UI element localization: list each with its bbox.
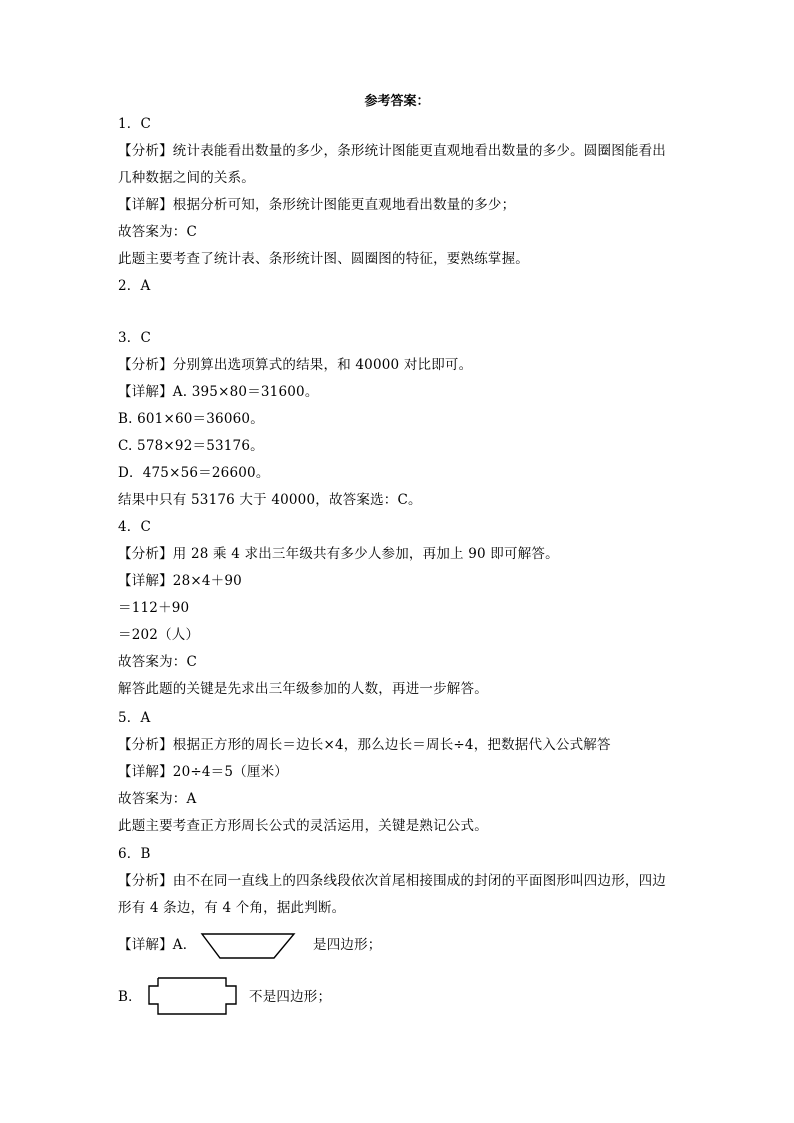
answer-2-number: 2．A (118, 278, 151, 294)
page-title: 参考答案： (364, 94, 430, 109)
answer-3-conclusion: 结果中只有 53176 大于 40000，故答案选：C。 (118, 492, 422, 508)
answer-6-option-a-prefix: 【详解】A． (118, 937, 197, 953)
answer-6-option-b-suffix: 不是四边形； (249, 989, 332, 1005)
answer-5-conclusion: 故答案为：A (118, 791, 197, 807)
answer-6-option-b-prefix: B． (118, 989, 142, 1005)
answer-5-detail: 【详解】20÷4＝5（厘米） (118, 764, 288, 780)
answer-3-analysis: 【分析】分别算出选项算式的结果，和 40000 对比即可。 (118, 357, 473, 373)
answer-4-note: 解答此题的关键是先求出三年级参加的人数，再进一步解答。 (118, 681, 488, 697)
answer-4-step-2: ＝202（人） (118, 627, 200, 643)
answer-1-number: 1．C (118, 116, 152, 132)
trapezoid-figure (200, 932, 296, 960)
answer-5-number: 5．A (118, 710, 151, 726)
answer-1-detail: 【详解】根据分析可知，条形统计图能更直观地看出数量的多少； (118, 197, 516, 213)
answer-6-option-a-suffix: 是四边形； (313, 937, 382, 953)
answer-4-conclusion: 故答案为：C (118, 654, 198, 670)
answer-3-detail-b: B. 601×60＝36060。 (118, 411, 264, 427)
answer-4-step-1: ＝112＋90 (118, 600, 190, 616)
answer-3-detail-c: C. 578×92＝53176。 (118, 438, 264, 454)
answer-6-analysis: 【分析】由不在同一直线上的四条线段依次首尾相接围成的封闭的平面图形叫四边形，四边 (118, 873, 666, 889)
answer-4-analysis: 【分析】用 28 乘 4 求出三年级共有多少人参加，再加上 90 即可解答。 (118, 546, 559, 562)
answer-1-analysis-cont: 几种数据之间的关系。 (118, 170, 255, 186)
answer-4-number: 4．C (118, 519, 152, 535)
answer-1-note: 此题主要考查了统计表、条形统计图、圆圈图的特征，要熟练掌握。 (118, 251, 529, 267)
answer-5-analysis: 【分析】根据正方形的周长＝边长×4，那么边长＝周长÷4，把数据代入公式解答 (118, 737, 611, 753)
answer-6-number: 6．B (118, 846, 151, 862)
notched-rectangle-figure (146, 976, 240, 1016)
answer-3-detail-a: 【详解】A. 395×80＝31600。 (118, 384, 319, 400)
answer-6-analysis-cont: 形有 4 条边，有 4 个角，据此判断。 (118, 900, 346, 916)
answer-5-note: 此题主要考查正方形周长公式的灵活运用，关键是熟记公式。 (118, 818, 488, 834)
answer-3-detail-d: D．475×56＝26600。 (118, 465, 270, 481)
answer-1-analysis: 【分析】统计表能看出数量的多少，条形统计图能更直观地看出数量的多少。圆圈图能看出 (118, 143, 666, 159)
answer-4-detail: 【详解】28×4＋90 (118, 573, 242, 589)
answer-3-number: 3．C (118, 330, 152, 346)
answer-1-conclusion: 故答案为：C (118, 224, 198, 240)
